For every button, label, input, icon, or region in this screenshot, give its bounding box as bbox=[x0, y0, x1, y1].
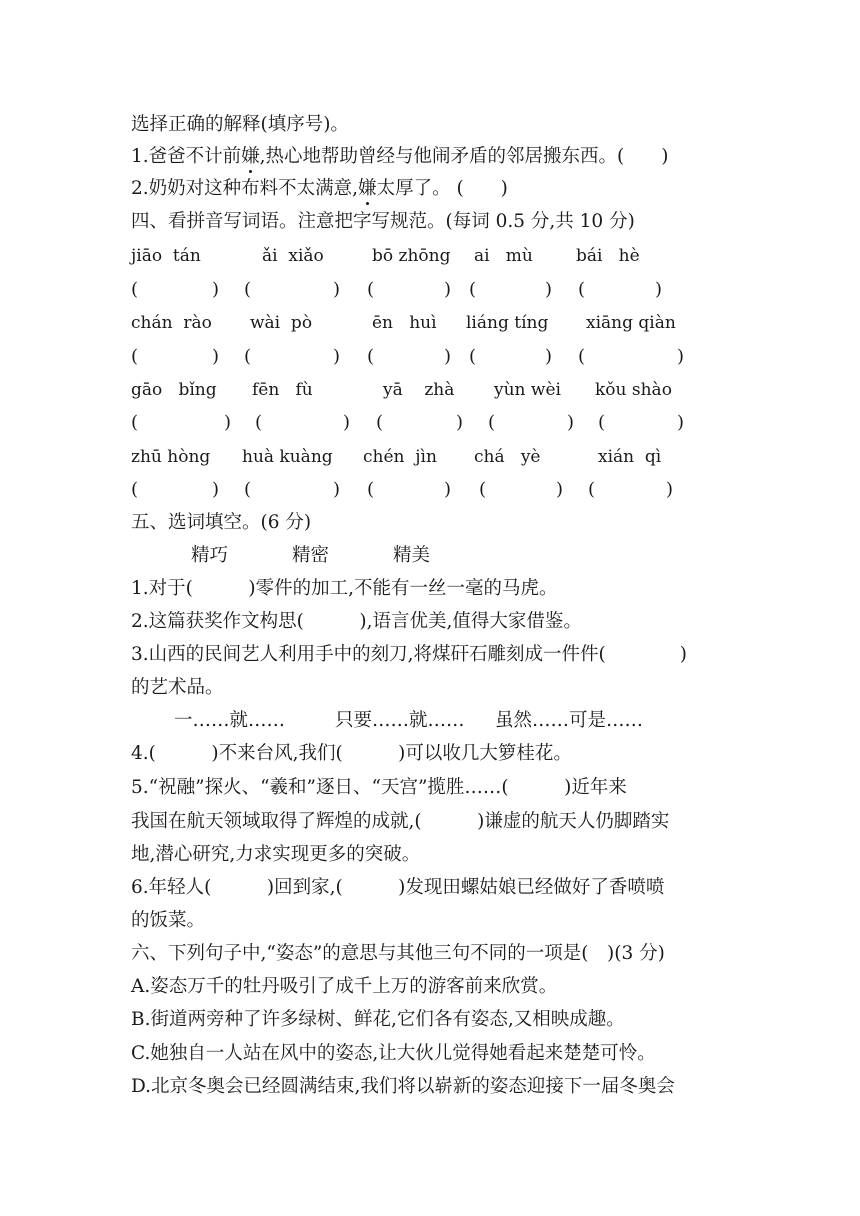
answer-bracket-close: ) bbox=[655, 279, 663, 300]
pinyin-label: ēn huì bbox=[372, 313, 437, 333]
answer-bracket-close: ) bbox=[212, 279, 220, 300]
answer-bracket-close: ) bbox=[343, 412, 351, 433]
answer-bracket-close: ) bbox=[444, 279, 452, 300]
pinyin-label: liáng tíng bbox=[466, 313, 549, 333]
answer-bracket-close: ) bbox=[224, 412, 232, 433]
pinyin-label: jiāo tán bbox=[131, 246, 201, 266]
answer-bracket-close: ) bbox=[545, 279, 553, 300]
emphasis-dot-char: 嫌 bbox=[358, 178, 377, 199]
emphasis-dot-char: 嫌 bbox=[241, 146, 260, 167]
word-option: 精美 bbox=[393, 545, 431, 566]
answer-bracket-close: ) bbox=[666, 479, 674, 500]
answer-bracket-open: ( bbox=[367, 279, 375, 300]
answer-bracket-open: ( bbox=[255, 412, 263, 433]
answer-bracket-close: ) bbox=[444, 346, 452, 367]
q3-item-1: 1.爸爸不计前嫌,热心地帮助曾经与他闹矛盾的邻居搬东西。( ) bbox=[131, 146, 669, 167]
answer-bracket-open: ( bbox=[131, 479, 139, 500]
answer-bracket-open: ( bbox=[598, 412, 606, 433]
answer-bracket-open: ( bbox=[367, 479, 375, 500]
answer-bracket-close: ) bbox=[677, 412, 685, 433]
answer-bracket-open: ( bbox=[131, 279, 139, 300]
q3-intro: 选择正确的解释(填序号)。 bbox=[131, 114, 349, 135]
q5-item-3: 3.山西的民间艺人利用手中的刻刀,将煤矸石雕刻成一件件( ) bbox=[131, 644, 687, 665]
q6-option-d: D.北京冬奥会已经圆满结束,我们将以崭新的姿态迎接下一届冬奥会 bbox=[131, 1076, 675, 1097]
answer-bracket-open: ( bbox=[578, 346, 586, 367]
answer-bracket-open: ( bbox=[588, 479, 596, 500]
answer-bracket-open: ( bbox=[479, 479, 487, 500]
pinyin-label: bái hè bbox=[576, 246, 640, 266]
connector-option: 一……就…… bbox=[174, 710, 286, 731]
q5-item-4: 4.( )不来台风,我们( )可以收几大箩桂花。 bbox=[131, 743, 572, 764]
answer-bracket-close: ) bbox=[333, 479, 341, 500]
pinyin-label: xián qì bbox=[598, 447, 662, 467]
pinyin-label: bō zhōng bbox=[372, 246, 451, 266]
answer-bracket-close: ) bbox=[333, 346, 341, 367]
pinyin-label: gāo bǐng bbox=[131, 380, 217, 400]
answer-bracket-close: ) bbox=[444, 479, 452, 500]
pinyin-label: chá yè bbox=[474, 447, 541, 467]
pinyin-label: xiāng qiàn bbox=[586, 313, 676, 333]
q5-item-6-cont: 的饭菜。 bbox=[131, 910, 206, 931]
answer-bracket-open: ( bbox=[469, 279, 477, 300]
q5-item-1: 1.对于( )零件的加工,不能有一丝一毫的马虎。 bbox=[131, 578, 558, 599]
answer-bracket-open: ( bbox=[376, 412, 384, 433]
pinyin-label: ai mù bbox=[474, 246, 533, 266]
pinyin-label: yā zhà bbox=[383, 380, 455, 400]
answer-bracket-close: ) bbox=[567, 412, 575, 433]
q5-title: 五、选词填空。(6 分) bbox=[131, 512, 312, 533]
q5-item-5: 5.“祝融”探火、“羲和”逐日、“天宫”揽胜……( )近年来 bbox=[131, 777, 627, 798]
pinyin-label: ǎi xiǎo bbox=[262, 246, 324, 266]
q5-item-2: 2.这篇获奖作文构思( ),语言优美,值得大家借鉴。 bbox=[131, 611, 582, 632]
connector-option: 只要……就…… bbox=[335, 710, 465, 731]
pinyin-label: zhū hòng bbox=[131, 447, 211, 467]
answer-bracket-close: ) bbox=[212, 346, 220, 367]
answer-bracket-open: ( bbox=[488, 412, 496, 433]
answer-bracket-open: ( bbox=[367, 346, 375, 367]
word-option: 精密 bbox=[292, 545, 330, 566]
q6-option-c: C.她独自一人站在风中的姿态,让大伙儿觉得她看起来楚楚可怜。 bbox=[131, 1043, 656, 1064]
answer-bracket-open: ( bbox=[244, 346, 252, 367]
pinyin-label: wài pò bbox=[250, 313, 313, 333]
answer-bracket-open: ( bbox=[244, 279, 252, 300]
pinyin-label: chén jìn bbox=[363, 447, 437, 467]
answer-bracket-close: ) bbox=[556, 479, 564, 500]
word-option: 精巧 bbox=[191, 545, 229, 566]
q5-item-5-cont: 地,潜心研究,力求实现更多的突破。 bbox=[131, 844, 421, 865]
q5-item-5-cont: 我国在航天领域取得了辉煌的成就,( )谦虚的航天人仍脚踏实 bbox=[131, 811, 670, 832]
answer-bracket-close: ) bbox=[545, 346, 553, 367]
pinyin-label: fēn fù bbox=[252, 380, 313, 400]
answer-bracket-close: ) bbox=[333, 279, 341, 300]
answer-bracket-open: ( bbox=[131, 346, 139, 367]
q6-title: 六、下列句子中,“姿态”的意思与其他三句不同的一项是( )(3 分) bbox=[131, 943, 665, 964]
answer-bracket-close: ) bbox=[212, 479, 220, 500]
q6-option-b: B.街道两旁种了许多绿树、鲜花,它们各有姿态,又相映成趣。 bbox=[131, 1009, 625, 1030]
answer-bracket-open: ( bbox=[469, 346, 477, 367]
q5-item-3-cont: 的艺术品。 bbox=[131, 677, 224, 698]
q4-title: 四、看拼音写词语。注意把字写规范。(每词 0.5 分,共 10 分) bbox=[131, 211, 635, 232]
q6-option-a: A.姿态万千的牡丹吸引了成千上万的游客前来欣赏。 bbox=[131, 976, 558, 997]
pinyin-label: huà kuàng bbox=[242, 447, 333, 467]
connector-option: 虽然……可是…… bbox=[495, 710, 644, 731]
answer-bracket-close: ) bbox=[456, 412, 464, 433]
answer-bracket-open: ( bbox=[578, 279, 586, 300]
pinyin-label: chán rào bbox=[131, 313, 212, 333]
pinyin-label: yùn wèi bbox=[494, 380, 561, 400]
answer-bracket-open: ( bbox=[131, 412, 139, 433]
q5-item-6: 6.年轻人( )回到家,( )发现田螺姑娘已经做好了香喷喷 bbox=[131, 877, 665, 898]
answer-bracket-open: ( bbox=[244, 479, 252, 500]
answer-bracket-close: ) bbox=[677, 346, 685, 367]
q3-item-2: 2.奶奶对这种布料不太满意,嫌太厚了。 ( ) bbox=[131, 178, 508, 199]
pinyin-label: kǒu shào bbox=[595, 380, 672, 400]
